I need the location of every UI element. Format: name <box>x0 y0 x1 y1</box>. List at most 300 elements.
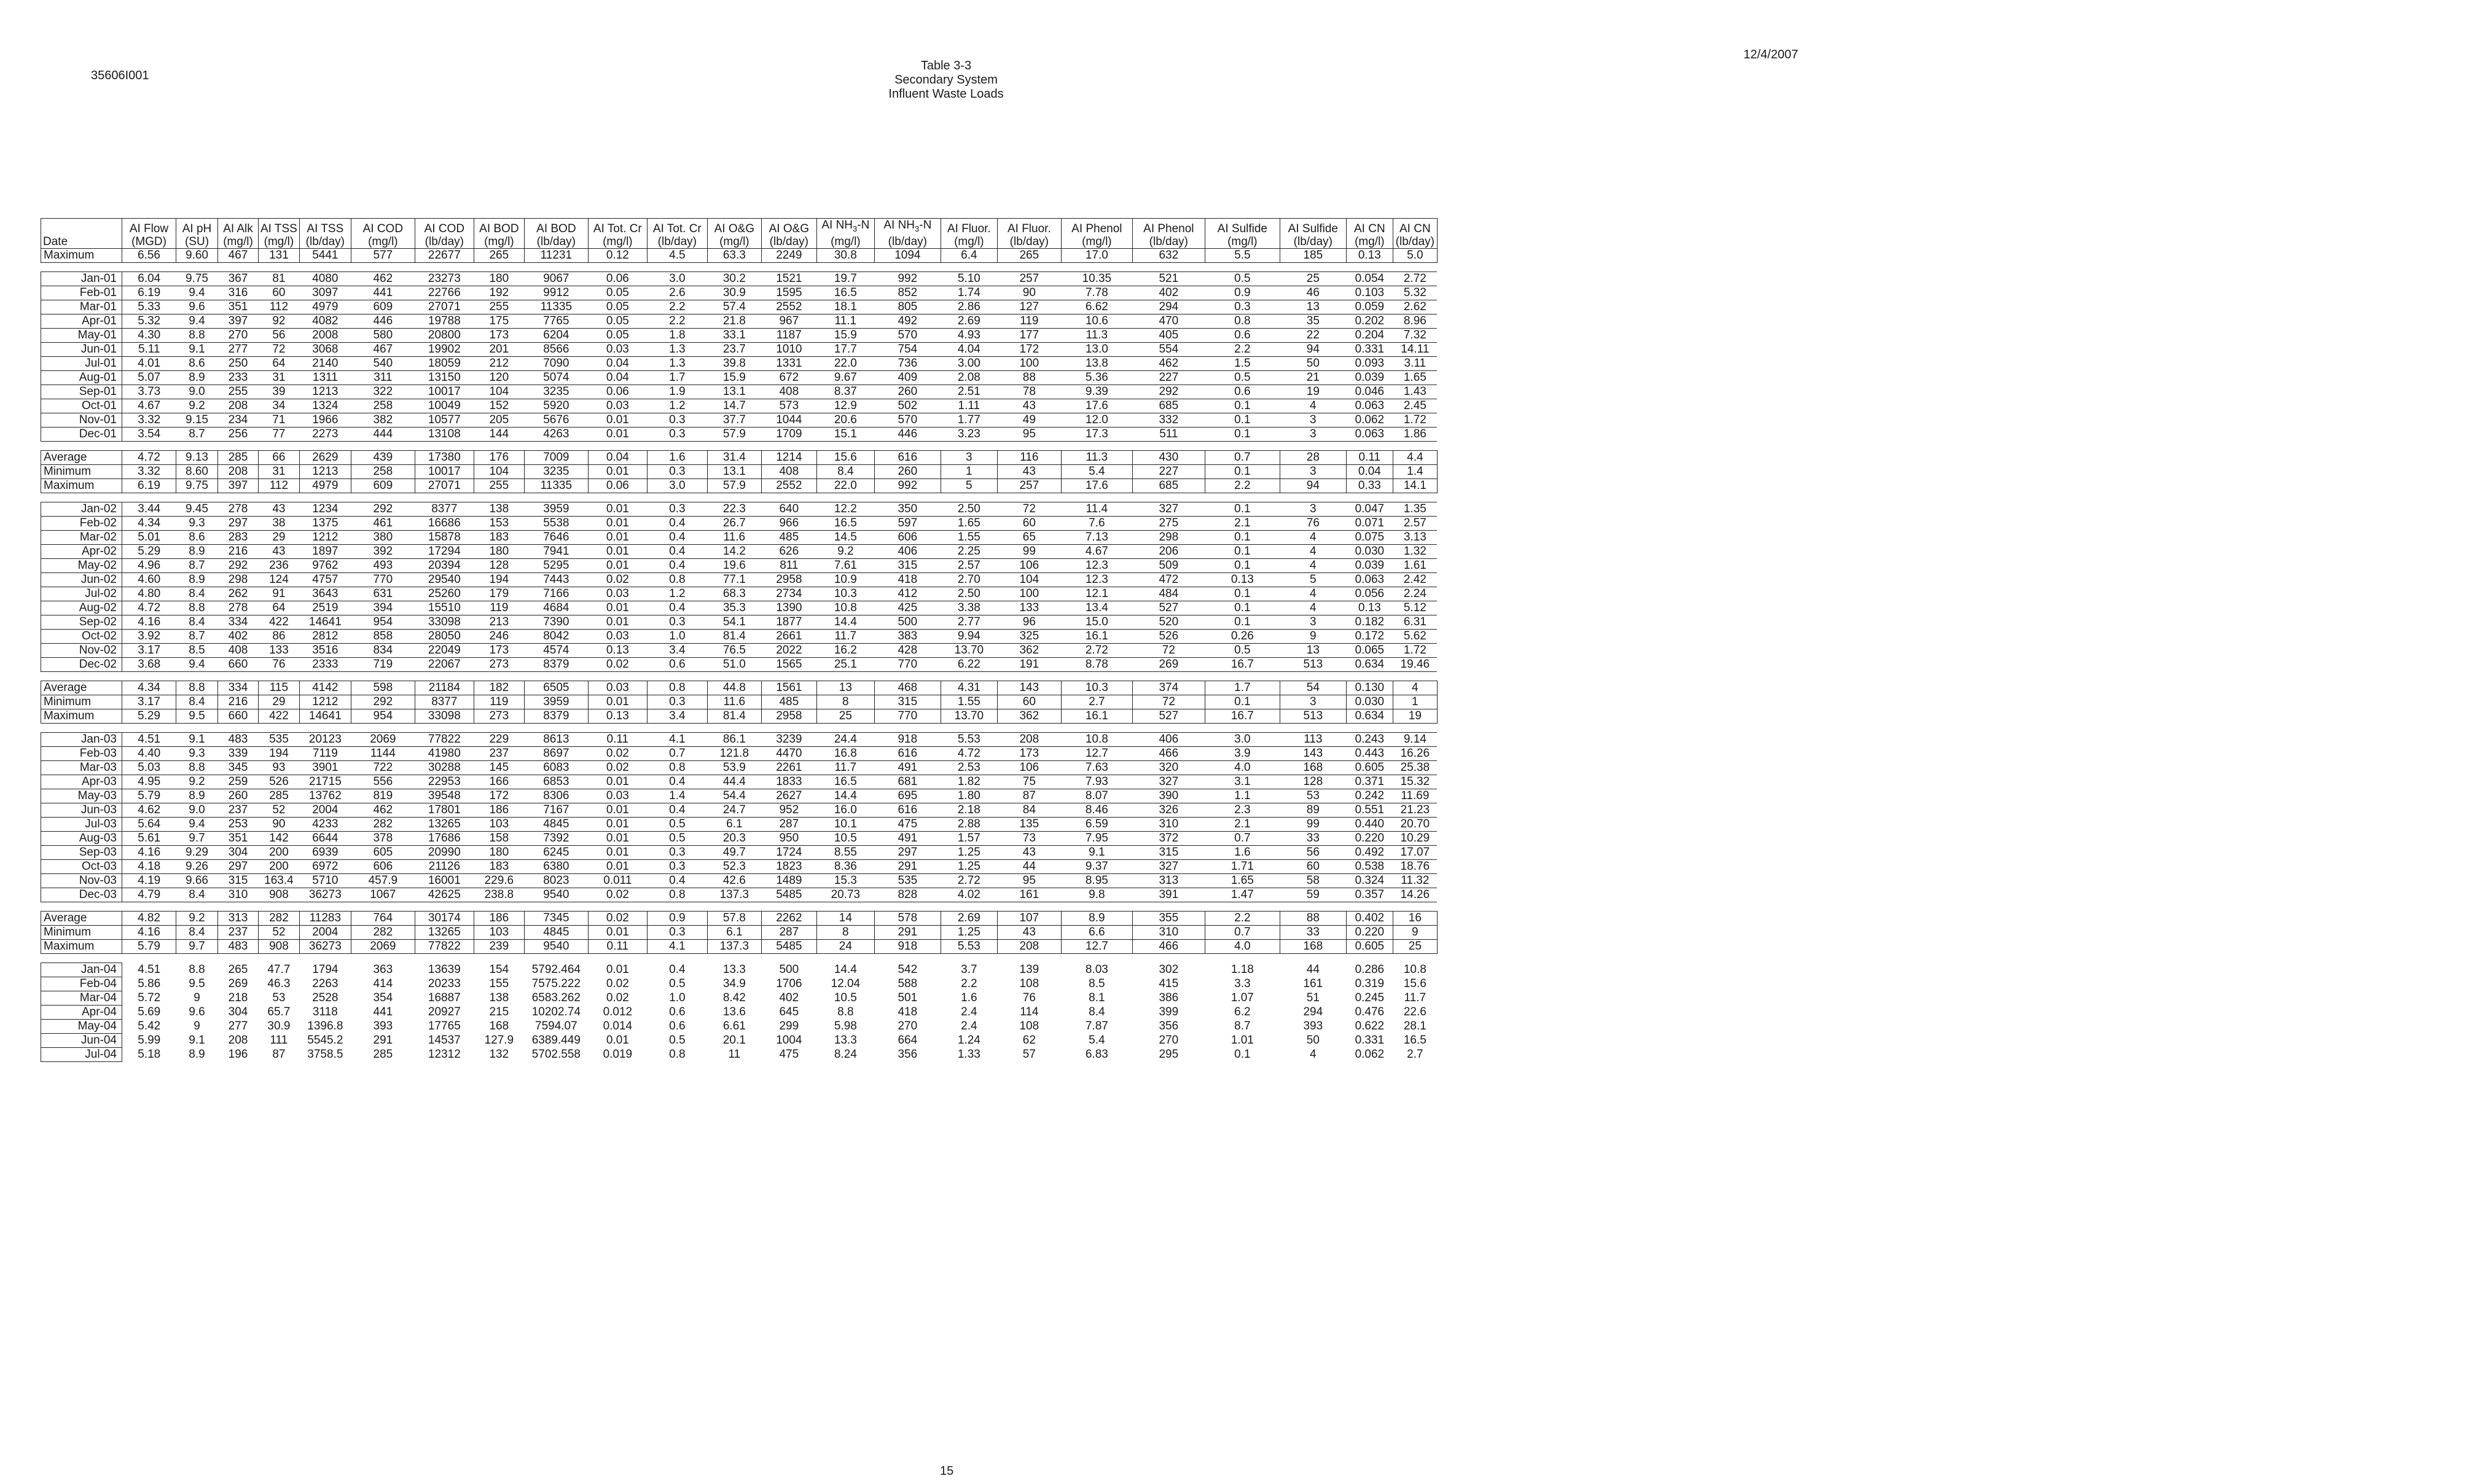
table-cell: 206 <box>1132 544 1205 558</box>
table-cell: 0.5 <box>1205 370 1280 385</box>
table-cell: 467 <box>351 342 415 356</box>
table-cell: 4 <box>1310 1048 1317 1061</box>
table-cell: 570 <box>874 328 941 342</box>
column-header-parameter: AI Fluor. <box>1007 222 1051 235</box>
table-cell: 444 <box>351 427 415 441</box>
row-label: Oct-02 <box>41 629 122 643</box>
table-cell: 0.7 <box>1205 831 1280 845</box>
table-cell: 23273 <box>415 271 474 286</box>
table-cell: 540 <box>351 356 415 370</box>
table-cell: 52 <box>259 803 300 817</box>
table-cell: 2.2 <box>961 977 977 991</box>
table-cell: 19 <box>1393 709 1437 723</box>
table-cell: 6583.262 <box>531 991 581 1005</box>
table-cell: 106 <box>997 558 1061 572</box>
table-cell: 260 <box>874 464 941 478</box>
table-cell: 128 <box>1280 775 1346 789</box>
table-cell: 42.6 <box>707 873 761 888</box>
table-cell: 8.4 <box>176 615 218 629</box>
table-cell: 8697 <box>524 746 588 760</box>
table-cell: 509 <box>1132 558 1205 572</box>
table-cell: 320 <box>1132 760 1205 775</box>
table-cell: 0.3 <box>647 859 707 873</box>
table-cell: 185 <box>1280 248 1346 262</box>
table-cell: 0.02 <box>606 991 629 1005</box>
table-cell: 11.6 <box>707 530 761 544</box>
table-cell: 2.08 <box>941 370 997 385</box>
table-cell: 8.4 <box>1089 1006 1105 1019</box>
table-cell: 13.70 <box>941 709 997 723</box>
table-cell: 0.357 <box>1346 888 1393 902</box>
table-cell: 422 <box>259 615 300 629</box>
table-cell: 265 <box>997 248 1061 262</box>
table-cell: 0.1 <box>1205 544 1280 558</box>
table-cell: 428 <box>874 643 941 657</box>
table-cell: 24.4 <box>816 732 874 746</box>
table-cell: 10.9 <box>816 572 874 587</box>
table-cell: 60 <box>997 516 1061 530</box>
table-cell: 597 <box>874 516 941 530</box>
table-cell: 9762 <box>299 558 351 572</box>
table-cell: 0.1 <box>1205 464 1280 478</box>
table-cell: 457.9 <box>351 873 415 888</box>
table-cell: 1044 <box>761 413 816 427</box>
table-cell: 18.1 <box>816 300 874 314</box>
table-cell: 10.3 <box>816 587 874 601</box>
table-cell: 5.62 <box>1393 629 1437 643</box>
table-cell: 0.11 <box>588 939 647 953</box>
table-cell: 33 <box>1280 925 1346 939</box>
document-date: 12/4/2007 <box>1743 48 1798 61</box>
table-cell: 270 <box>218 328 259 342</box>
monthly-row <box>41 1033 1438 1047</box>
table-cell: 132 <box>489 1048 509 1061</box>
table-cell: 0.12 <box>588 248 647 262</box>
table-cell: 8.78 <box>1061 657 1132 671</box>
table-cell: 7167 <box>524 803 588 817</box>
table-cell: 216 <box>218 544 259 558</box>
table-cell: 2140 <box>299 356 351 370</box>
column-header <box>1393 219 1437 249</box>
table-cell: 11 <box>728 1048 741 1061</box>
table-cell: 4.0 <box>1205 760 1280 775</box>
column-header <box>588 219 647 249</box>
monthly-row <box>41 775 1438 789</box>
table-cell: 4757 <box>299 572 351 587</box>
table-cell: 5.53 <box>941 939 997 953</box>
table-cell: 65 <box>997 530 1061 544</box>
table-cell: 77822 <box>415 732 474 746</box>
table-cell: 302 <box>1159 963 1179 977</box>
table-cell: 535 <box>874 873 941 888</box>
table-cell: 3.32 <box>122 413 176 427</box>
table-cell: 0.8 <box>647 572 707 587</box>
table-cell: 11.3 <box>1061 328 1132 342</box>
monthly-row <box>41 342 1438 356</box>
table-cell: 660 <box>218 709 259 723</box>
table-cell: 0.1 <box>1205 427 1280 441</box>
table-cell: 362 <box>997 643 1061 657</box>
table-cell: 334 <box>218 615 259 629</box>
table-cell: 46 <box>1280 286 1346 300</box>
table-cell: 588 <box>898 977 918 991</box>
column-header-unit: (mg/l) <box>264 235 294 248</box>
table-cell: 1.55 <box>941 695 997 709</box>
table-cell: 414 <box>373 977 393 991</box>
table-cell: 5.29 <box>122 544 176 558</box>
table-cell: 967 <box>761 314 816 328</box>
column-header-unit: (lb/day) <box>1293 235 1333 248</box>
table-cell: 0.130 <box>1346 681 1393 695</box>
table-cell: 13.70 <box>941 643 997 657</box>
table-cell: 8.36 <box>816 859 874 873</box>
table-cell: 1595 <box>761 286 816 300</box>
table-cell: 15.0 <box>1061 615 1132 629</box>
table-cell: 15.3 <box>816 873 874 888</box>
column-header-parameter: AI Tot. Cr <box>593 222 642 235</box>
table-cell: 154 <box>489 963 509 977</box>
table-cell: 484 <box>1132 587 1205 601</box>
row-label: May-04 <box>41 1019 122 1033</box>
table-cell: 131 <box>259 248 300 262</box>
table-cell: 0.1 <box>1205 695 1280 709</box>
table-cell: 521 <box>1132 271 1205 286</box>
table-cell: 20233 <box>428 977 461 991</box>
table-cell: 4 <box>1280 601 1346 615</box>
table-cell: 5.36 <box>1061 370 1132 385</box>
table-cell: 9.2 <box>816 544 874 558</box>
table-cell: 2.2 <box>647 314 707 328</box>
table-cell: 8.9 <box>176 370 218 385</box>
table-cell: 4.5 <box>647 248 707 262</box>
table-cell: 25 <box>816 709 874 723</box>
monthly-row <box>41 657 1438 671</box>
table-cell: 11.7 <box>816 629 874 643</box>
table-cell: 5792.464 <box>531 963 581 977</box>
table-cell: 20.6 <box>816 413 874 427</box>
table-cell: 94 <box>1280 478 1346 493</box>
summary-row <box>41 681 1438 695</box>
table-cell: 0.02 <box>588 911 647 925</box>
table-cell: 322 <box>351 385 415 399</box>
table-cell: 0.01 <box>588 544 647 558</box>
table-cell: 137.3 <box>707 888 761 902</box>
table-cell: 858 <box>351 629 415 643</box>
table-cell: 186 <box>474 803 524 817</box>
subtitle-line: Influent Waste Loads <box>888 87 1004 101</box>
table-cell: 287 <box>761 925 816 939</box>
row-label: Aug-01 <box>41 370 122 385</box>
table-cell: 5.99 <box>138 1034 161 1047</box>
table-cell: 351 <box>218 300 259 314</box>
table-cell: 16.5 <box>816 516 874 530</box>
table-cell: 0.7 <box>1205 925 1280 939</box>
column-header-parameter: AI O&G <box>714 222 755 235</box>
table-cell: 0.11 <box>588 732 647 746</box>
row-label: Mar-02 <box>41 530 122 544</box>
table-cell: 527 <box>1132 709 1205 723</box>
table-cell: 1489 <box>761 873 816 888</box>
table-cell: 0.6 <box>669 1006 686 1019</box>
table-cell: 119 <box>474 601 524 615</box>
monthly-row <box>41 558 1438 572</box>
table-cell: 3.4 <box>647 643 707 657</box>
column-header-parameter: AI Phenol <box>1143 222 1194 235</box>
table-cell: 3758.5 <box>307 1048 343 1061</box>
monthly-row <box>41 831 1438 845</box>
table-cell: 0.056 <box>1346 587 1393 601</box>
table-cell: 4.04 <box>941 342 997 356</box>
monthly-row <box>41 732 1438 746</box>
table-cell: 2.77 <box>941 615 997 629</box>
table-cell: 43 <box>997 925 1061 939</box>
table-cell: 81.4 <box>707 629 761 643</box>
table-cell: 133 <box>997 601 1061 615</box>
table-cell: 259 <box>218 775 259 789</box>
table-cell: 0.3 <box>1205 300 1280 314</box>
table-cell: 16.5 <box>816 775 874 789</box>
table-cell: 2734 <box>761 587 816 601</box>
column-header-parameter: AI $NH_3-N$ <box>883 219 932 233</box>
table-cell: 9.29 <box>176 845 218 859</box>
table-cell: 0.8 <box>669 1048 686 1061</box>
table-cell: 3118 <box>312 1006 338 1019</box>
spacer-row <box>41 671 1438 681</box>
table-cell: 7443 <box>524 572 588 587</box>
table-cell: 1 <box>941 464 997 478</box>
table-cell: 138 <box>489 991 509 1005</box>
table-cell: 7345 <box>524 911 588 925</box>
monthly-row <box>41 977 1438 991</box>
table-cell: 173 <box>997 746 1061 760</box>
table-cell: 391 <box>1132 888 1205 902</box>
column-header-parameter: AI Flow <box>129 222 169 235</box>
table-cell: 491 <box>874 831 941 845</box>
table-cell: 6380 <box>524 859 588 873</box>
table-cell: 62 <box>1022 1034 1036 1047</box>
table-cell: 0.012 <box>603 1006 633 1019</box>
monthly-row <box>41 873 1438 888</box>
table-cell: 11.6 <box>707 695 761 709</box>
table-cell: 6.61 <box>722 1020 746 1033</box>
table-cell: 13265 <box>415 817 474 831</box>
table-cell: 1.3 <box>647 356 707 370</box>
table-cell: 0.019 <box>603 1048 633 1061</box>
table-cell: 28.1 <box>1403 1020 1426 1033</box>
table-cell: 6972 <box>299 859 351 873</box>
table-cell: 39.8 <box>707 356 761 370</box>
table-cell: 72 <box>259 342 300 356</box>
table-cell: 30.9 <box>267 1020 291 1033</box>
table-cell: 6389.449 <box>531 1034 581 1047</box>
table-cell: 8.5 <box>1089 977 1105 991</box>
table-cell: 470 <box>1132 314 1205 328</box>
table-cell: 1.9 <box>647 385 707 399</box>
table-cell: 0.243 <box>1346 732 1393 746</box>
summary-row <box>41 248 1438 262</box>
table-cell: 29540 <box>415 572 474 587</box>
table-cell: 6245 <box>524 845 588 859</box>
table-cell: 9.5 <box>189 977 205 991</box>
table-cell: 631 <box>351 587 415 601</box>
table-cell: 53 <box>1280 789 1346 803</box>
table-cell: 104 <box>474 464 524 478</box>
table-cell: 20.73 <box>816 888 874 902</box>
table-cell: 56 <box>1280 845 1346 859</box>
table-cell: 8.03 <box>1085 963 1108 977</box>
table-cell: 5.0 <box>1393 248 1437 262</box>
table-cell: 1521 <box>761 271 816 286</box>
table-cell: 11.3 <box>1061 450 1132 464</box>
table-cell: 570 <box>874 413 941 427</box>
table-cell: 0.3 <box>647 615 707 629</box>
table-cell: 430 <box>1132 450 1205 464</box>
table-cell: 258 <box>351 399 415 413</box>
table-cell: 500 <box>874 615 941 629</box>
table-cell: 2.57 <box>941 558 997 572</box>
table-cell: 325 <box>997 629 1061 643</box>
table-cell: 257 <box>997 271 1061 286</box>
table-cell: 255 <box>474 300 524 314</box>
table-cell: 491 <box>874 760 941 775</box>
table-cell: 275 <box>1132 516 1205 530</box>
table-cell: 1.80 <box>941 789 997 803</box>
table-cell: 1.33 <box>957 1048 980 1061</box>
table-cell: 68.3 <box>707 587 761 601</box>
table-cell: 2.88 <box>941 817 997 831</box>
column-header-parameter: AI $NH_3-N$ <box>821 219 870 233</box>
table-cell: 1.65 <box>1205 873 1280 888</box>
row-label: May-01 <box>41 328 122 342</box>
table-cell: 446 <box>351 314 415 328</box>
table-cell: 0.245 <box>1355 991 1385 1005</box>
table-cell: 616 <box>874 450 941 464</box>
table-cell: 2.50 <box>941 587 997 601</box>
table-cell: 44 <box>997 859 1061 873</box>
table-cell: 41980 <box>415 746 474 760</box>
table-cell: 462 <box>351 803 415 817</box>
table-cell: 6505 <box>524 681 588 695</box>
table-cell: 14537 <box>428 1034 461 1047</box>
table-cell: 0.13 <box>1346 248 1393 262</box>
table-cell: 0.1 <box>1205 615 1280 629</box>
table-cell: 0.605 <box>1346 760 1393 775</box>
table-cell: 277 <box>228 1020 248 1033</box>
spacer-cell <box>41 723 1438 732</box>
table-cell: 500 <box>779 963 799 977</box>
table-cell: 107 <box>997 911 1061 925</box>
table-cell: 11231 <box>524 248 588 262</box>
table-title <box>848 59 1044 101</box>
table-cell: 616 <box>874 803 941 817</box>
table-cell: 27071 <box>415 478 474 493</box>
column-header <box>259 219 300 249</box>
column-header-unit: (lb/day) <box>769 235 809 248</box>
table-cell: 4.16 <box>122 845 176 859</box>
table-cell: 0.286 <box>1355 963 1385 977</box>
table-cell: 213 <box>474 615 524 629</box>
table-cell: 0.01 <box>588 859 647 873</box>
table-cell: 6.56 <box>122 248 176 262</box>
table-cell: 285 <box>218 450 259 464</box>
table-cell: 0.6 <box>1205 328 1280 342</box>
table-cell: 121.8 <box>707 746 761 760</box>
table-cell: 378 <box>351 831 415 845</box>
table-cell: 685 <box>1132 399 1205 413</box>
table-cell: 84 <box>997 803 1061 817</box>
row-label: Maximum <box>41 709 122 723</box>
table-cell: 16686 <box>415 516 474 530</box>
table-cell: 1.07 <box>1231 991 1254 1005</box>
table-cell: 13.1 <box>707 385 761 399</box>
table-cell: 10.5 <box>816 831 874 845</box>
table-cell: 0.01 <box>588 845 647 859</box>
table-cell: 1.77 <box>941 413 997 427</box>
table-cell: 273 <box>474 709 524 723</box>
table-cell: 9.60 <box>176 248 218 262</box>
table-cell: 0.01 <box>588 464 647 478</box>
table-cell: 0.9 <box>1205 286 1280 300</box>
table-cell: 304 <box>228 1006 248 1019</box>
table-cell: 2004 <box>299 925 351 939</box>
monthly-row <box>41 399 1438 413</box>
spacer-cell <box>41 493 1438 502</box>
table-cell: 719 <box>351 657 415 671</box>
table-cell: 0.4 <box>647 803 707 817</box>
table-cell: 43 <box>259 502 300 516</box>
table-cell: 2.2 <box>1205 911 1280 925</box>
table-cell: 3.38 <box>941 601 997 615</box>
table-cell: 2812 <box>299 629 351 643</box>
table-cell: 485 <box>761 530 816 544</box>
table-cell: 3.4 <box>647 709 707 723</box>
column-header <box>816 219 874 249</box>
table-cell: 99 <box>1280 817 1346 831</box>
table-cell: 5.86 <box>138 977 161 991</box>
table-cell: 238.8 <box>474 888 524 902</box>
table-cell: 51 <box>1306 991 1320 1005</box>
table-cell: 16.7 <box>1205 657 1280 671</box>
table-cell: 466 <box>1132 939 1205 953</box>
table-cell: 4080 <box>299 271 351 286</box>
table-cell: 96 <box>997 615 1061 629</box>
row-label: Maximum <box>41 248 122 262</box>
table-cell: 10.6 <box>1061 314 1132 328</box>
table-cell: 3 <box>1280 615 1346 629</box>
table-cell: 90 <box>259 817 300 831</box>
table-cell: 0.03 <box>588 629 647 643</box>
spacer-row <box>41 441 1438 450</box>
table-cell: 172 <box>997 342 1061 356</box>
table-cell: 44 <box>1306 963 1320 977</box>
table-cell: 354 <box>373 991 393 1005</box>
table-cell: 0.1 <box>1205 558 1280 572</box>
table-cell: 108 <box>1019 977 1039 991</box>
table-cell: 81.4 <box>707 709 761 723</box>
table-cell: 37.7 <box>707 413 761 427</box>
table-cell: 0.492 <box>1346 845 1393 859</box>
table-cell: 3.44 <box>122 502 176 516</box>
table-cell: 7.32 <box>1393 328 1437 342</box>
table-cell: 49 <box>997 413 1061 427</box>
table-cell: 287 <box>761 817 816 831</box>
row-label: Jan-03 <box>41 732 122 746</box>
table-cell: 8.55 <box>816 845 874 859</box>
row-label: Sep-01 <box>41 385 122 399</box>
table-cell: 0.1 <box>1205 601 1280 615</box>
row-label: Maximum <box>41 478 122 493</box>
table-cell: 8.4 <box>176 925 218 939</box>
